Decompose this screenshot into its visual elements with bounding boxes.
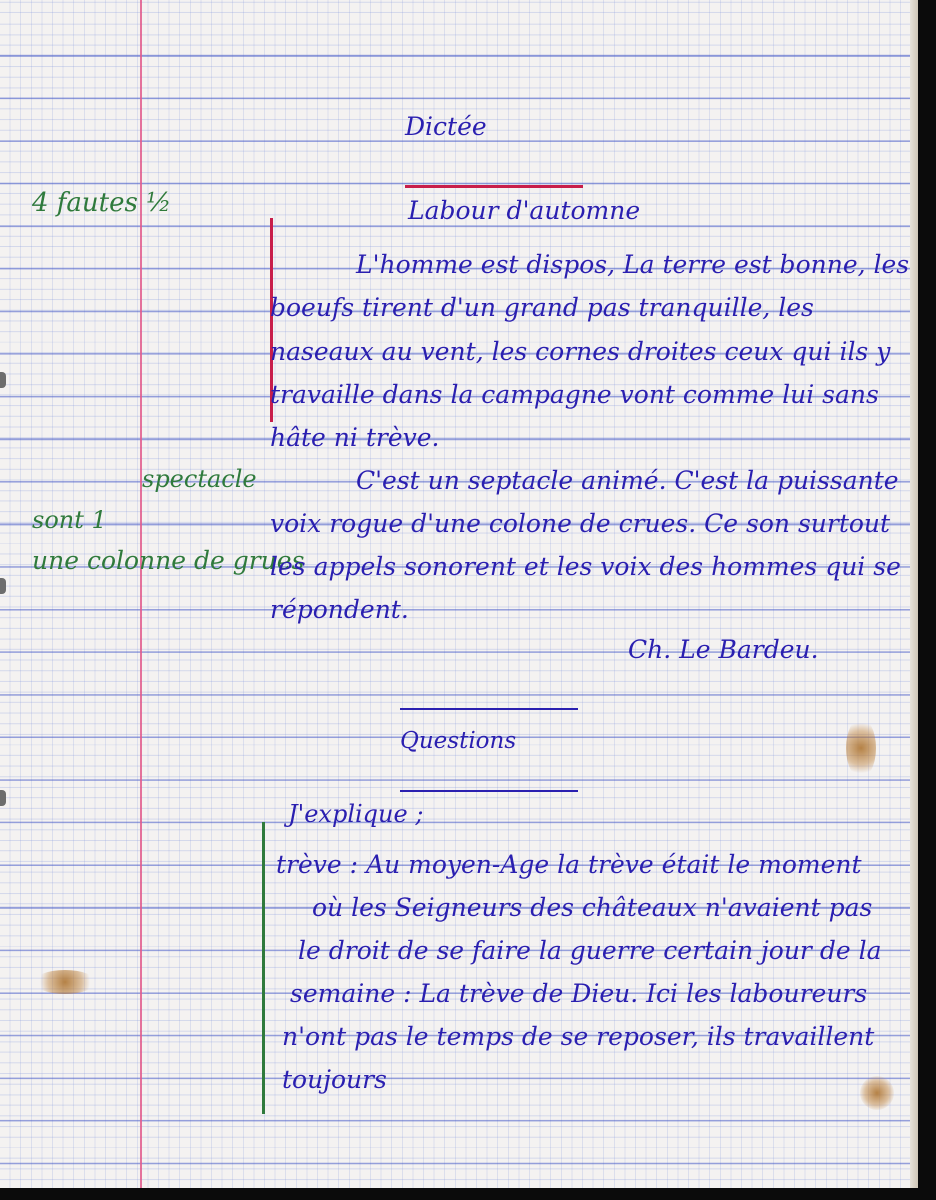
binding-hole [0,790,6,806]
divider-line [400,708,578,710]
margin-line [140,0,142,1188]
text-line: n'ont pas le temps de se reposer, ils travaillent [282,1022,875,1051]
page-title: Dictée [405,112,487,141]
text-line: L'homme est dispos, La terre est bonne, les [356,250,910,279]
stain [34,970,96,994]
text-line: hâte ni trève. [270,423,440,452]
text-line: semaine : La trève de Dieu. Ici les laboureurs [290,979,868,1008]
text-line: travaille dans la campagne vont comme lui sans [270,380,879,409]
text-line: répondent. [270,595,409,624]
score-mark: 4 fautes ½ [32,188,172,218]
text-line: les appels sonorent et les voix des hommes qui se [270,552,901,581]
title-underline [405,185,583,188]
stain [846,718,876,778]
text-line: naseaux au vent, les cornes droites ceux qui ils y [270,337,891,366]
text-line: voix rogue d'une colone de crues. Ce son surtout [270,509,891,538]
questions-title: Questions [400,728,517,754]
correction-sont: sont 1 [32,506,107,534]
author-signature: Ch. Le Bardeu. [628,635,819,664]
page-edge [910,0,918,1188]
explanation-title: J'explique ; [288,800,424,828]
text-line: toujours [282,1065,387,1094]
text-line: boeufs tirent d'un grand pas tranquille, les [270,293,814,322]
binding-hole [0,578,6,594]
explanation-bracket [262,822,265,1114]
text-line: le droit de se faire la guerre certain jour de la [298,936,882,965]
divider-line [400,790,578,792]
dictation-title: Labour d'automne [408,196,641,225]
text-line: trève : Au moyen-Age la trève était le moment [276,850,862,879]
binding-hole [0,372,6,388]
text-line: où les Seigneurs des châteaux n'avaient pas [312,893,873,922]
correction-colonne: une colonne de grues [32,546,305,575]
text-line: C'est un septacle animé. C'est la puissante [356,466,899,495]
correction-spectacle: spectacle [142,465,257,493]
stain [860,1076,894,1110]
